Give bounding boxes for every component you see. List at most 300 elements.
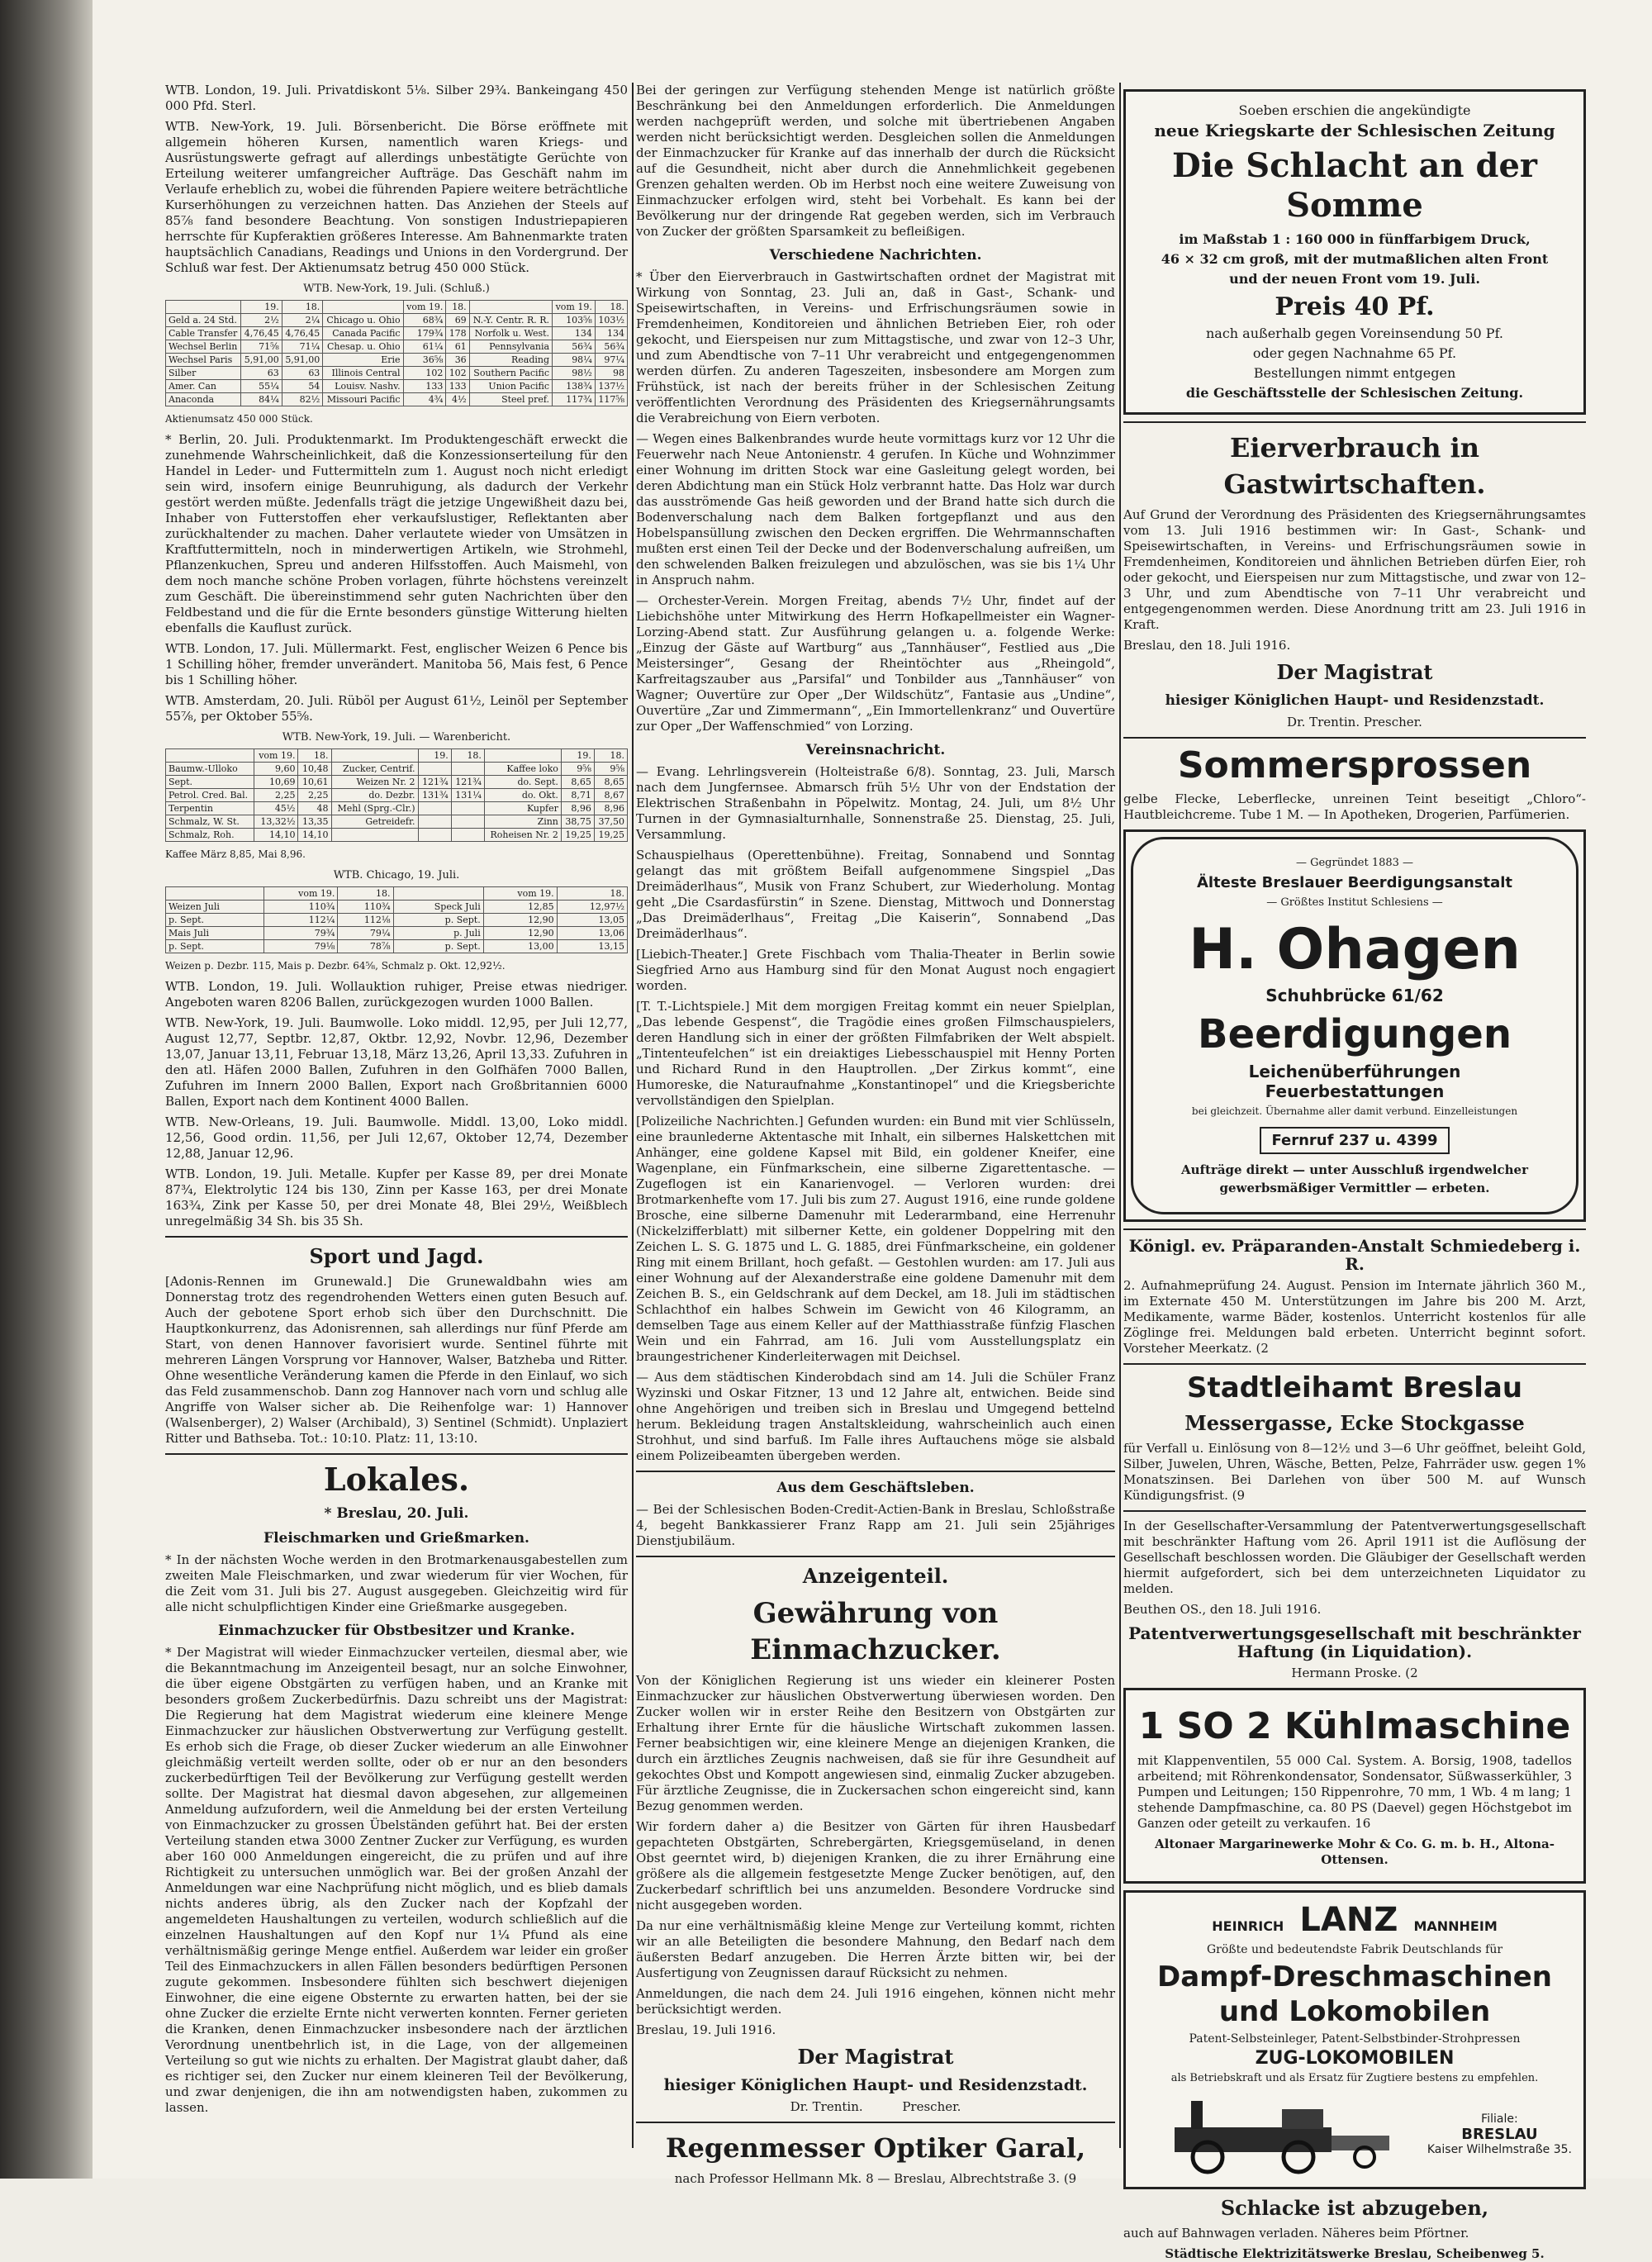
- table-cell: p. Sept.: [166, 940, 264, 953]
- table-cell: 110¾: [338, 901, 393, 914]
- table-cell: 117⅝: [595, 393, 627, 406]
- table-cell: 79¼: [338, 927, 393, 940]
- ny-baumwolle-report: WTB. New-York, 19. Juli. Baumwolle. Loko middl. 12,95, per Juli 12,77, August 12,77, Septbr. 12,87, Oktbr. 12,92, Novbr. 12,96, Dezember 13,07, Januar 13,11, Februar 13,18, März 13,26, April 13,33. Zufuhren in den atl. Häfen 2000 Ballen, Zufuhren in den Golfhäfen 7000 Ballen, Zufuhren im Innern 2000 Ballen, Export nach Großbritannien 6000 Ballen, Export nach dem Kontinent 4000 Ballen.: [165, 1015, 628, 1109]
- table-cell: Anaconda: [166, 393, 241, 406]
- table-cell: 71¼: [282, 340, 323, 354]
- column-rule: [632, 83, 634, 2148]
- table-header-cell: 18.: [595, 301, 627, 314]
- ad-line: — Größtes Institut Schlesiens —: [1266, 896, 1443, 909]
- table-cell: Wechsel Berlin: [166, 340, 241, 354]
- orchester-report: — Orchester-Verein. Morgen Freitag, abends 7½ Uhr, findet auf der Liebichshöhe unter Mitwirkung des Herrn Hofkapellmeister ein Wagner-Lorzing-Abend statt. Zur Ausführung gelangen u. a. folgende Werke: „Einzug der Gäste auf Wartburg“ aus „Tannhäuser“, Festlied aus „Die Meistersinger“, Gesang der Rheintöchter aus „Rheingold“, Karfreitagszauber aus „Parsifal“ und Tonbilder aus „Tannhäuser“ von Wagner; Ouvertüre zur Oper „Der Wildschütz“, Fantasie aus „Undine“, Ouvertüre „Zar und Zimmermann“, „Ein Immortellenkranz“ und Ouvertüre zur Oper „Der Waffenschmied“ von Lorzing.: [636, 593, 1115, 734]
- signers: Dr. Trentin. Prescher.: [790, 2099, 961, 2114]
- table-cell: Petrol. Cred. Bal.: [166, 789, 254, 802]
- ad-line: 46 × 32 cm groß, mit der mutmaßlichen alten Front: [1161, 251, 1549, 267]
- table-cell: 10,61: [298, 776, 331, 789]
- ad-line: Älteste Breslauer Beerdigungsanstalt: [1196, 874, 1513, 891]
- lokales-dateline: * Breslau, 20. Juli.: [324, 1505, 469, 1522]
- einmach-heading: Einmachzucker für Obstbesitzer und Kranke.: [217, 1623, 576, 1639]
- table-cell: [331, 829, 418, 842]
- table-footnote: Kaffee März 8,85, Mai 8,96.: [165, 848, 306, 860]
- table-header-cell: 18.: [446, 301, 469, 314]
- table-row: [166, 354, 628, 367]
- ohagen-address: Schuhbrücke 61/62: [1265, 986, 1444, 1005]
- schlacke-text: auch auf Bahnwagen verladen. Näheres beim Pförtner.: [1123, 2226, 1469, 2241]
- table-cell: Chicago u. Ohio: [323, 314, 403, 327]
- column-rule: [1119, 83, 1121, 2148]
- table-cell: 8,96: [594, 802, 627, 815]
- table-cell: Kaffee loko: [484, 763, 561, 776]
- table-cell: 13,00: [483, 940, 557, 953]
- table-row: [166, 314, 628, 327]
- lanz-zuglok: ZUG-LOKOMOBILEN: [1255, 2048, 1455, 2069]
- berlin-produkten-report: * Berlin, 20. Juli. Produktenmarkt. Im Produktengeschäft erweckt die zunehmende Wahrscheinlichkeit, daß die Konzessionserteilung für den Handel in Leder- und Futtermitteln zum 1. August noch nicht erledigt sein wird, insofern einige Beunruhigung, als dadurch der Verkehr gestört werden müßte. Jedenfalls trägt die jetzige Ungewißheit dazu bei, Inhaber von Futterstoffen eher verkaufslustiger, Reflektanten aber zurückhaltender zu machen. Daher verlautete wieder von Umsätzen in Kraftfuttermitteln, noch in minderwertigen Artikeln, wie Strohmehl, Pflanzenkuchen, Spreu und anderen Hilfsstoffen. Auch Maismehl, von dem noch manche schöne Proben vorlagen, führte höchstens vereinzelt zum Geschäft. Die übereinstimmend sehr guten Nachrichten über den Feldbestand und die für die Ernte besonders günstige Witterung hielten ebenfalls die Kauflust zurück.: [165, 432, 628, 635]
- table-cell: 56¾: [553, 340, 596, 354]
- gewaehrung-date: Breslau, 19. Juli 1916.: [636, 2022, 776, 2037]
- table-header-cell: [166, 749, 254, 763]
- patent-text: In der Gesellschafter-Versammlung der Patentverwertungsgesellschaft mit beschränkter Haftung vom 26. April 1911 ist die Auflösung der Gesellschaft beschlossen worden. Die Gläubiger der Gesellschaft werden hiermit aufgefordert, sich bei dem unterzeichneten Liquidator zu melden.: [1123, 1518, 1586, 1596]
- locomobile-illustration: [1158, 2094, 1406, 2174]
- table-cell: p. Sept.: [166, 914, 264, 927]
- sport-heading: Sport und Jagd.: [309, 1244, 484, 1268]
- table-row: [166, 829, 628, 842]
- london-report: WTB. London, 19. Juli. Privatdiskont 5⅛. Silber 29¾. Bankeingang 450 000 Pfd. Sterl.: [165, 83, 628, 113]
- ohagen-phone: Fernruf 237 u. 4399: [1260, 1127, 1449, 1154]
- table-cell: 13,15: [557, 940, 627, 953]
- table-cell: Terpentin: [166, 802, 254, 815]
- praeparanden-text: 2. Aufnahmeprüfung 24. August. Pension im Internate jährlich 360 M., im Externate 450 M. Unterstützungen im Jahre bis 200 M. Arzt, Medikamente, warme Bäder, kostenlos. Unterricht kostenlos für alle Zöglinge frei. Meldungen bald erbeten. Unterricht beginnt sofort. Vorsteher Meerkatz. (2: [1123, 1278, 1586, 1356]
- ad-line: die Geschäftsstelle der Schlesischen Zeitung.: [1185, 385, 1524, 401]
- table-cell: 98: [595, 367, 627, 380]
- table-title: WTB. New-York, 19. Juli. (Schluß.): [303, 283, 490, 295]
- table-cell: 131¾: [418, 789, 451, 802]
- table-row: [166, 367, 628, 380]
- table-cell: Norfolk u. West.: [469, 327, 552, 340]
- table-footnote: Weizen p. Dezbr. 115, Mais p. Dezbr. 64⅝, Schmalz p. Okt. 12,92½.: [165, 960, 506, 972]
- table-cell: Union Pacific: [469, 380, 552, 393]
- liebich-report: [Liebich-Theater.] Grete Fischbach vom Thalia-Theater in Berlin sowie Siegfried Arno aus Hamburg sind für den Monat August noch engagiert worden.: [636, 947, 1115, 993]
- eier-magistrat: Der Magistrat: [1276, 660, 1433, 684]
- ad-line: neue Kriegskarte der Schlesischen Zeitung: [1154, 121, 1555, 140]
- table-cell: Zucker, Centrif.: [331, 763, 418, 776]
- table-title: WTB. Chicago, 19. Juli.: [333, 869, 460, 882]
- table-cell: Louisv. Nashv.: [323, 380, 403, 393]
- praeparanden-heading: Königl. ev. Präparanden-Anstalt Schmiedeberg i. R.: [1128, 1236, 1581, 1274]
- table-cell: 131¼: [451, 789, 484, 802]
- table-cell: do. Okt.: [484, 789, 561, 802]
- table-header-cell: [469, 301, 552, 314]
- kriegskarte-ad: [1123, 89, 1586, 415]
- table-row: [166, 763, 628, 776]
- table-cell: 98½: [553, 367, 596, 380]
- table-row: [166, 940, 628, 953]
- table-row: [166, 802, 628, 815]
- table-header-cell: [323, 301, 403, 314]
- section-rule: [1123, 737, 1586, 739]
- table-cell: 19,25: [594, 829, 627, 842]
- ad-line: nach außerhalb gegen Voreinsendung 50 Pf.: [1205, 326, 1503, 341]
- regenmesser-heading: Regenmesser Optiker Garal,: [665, 2132, 1086, 2164]
- magistrat-subtitle: hiesiger Königlichen Haupt- und Residenzstadt.: [663, 2076, 1088, 2094]
- table-cell: Steel pref.: [469, 393, 552, 406]
- column-left: [165, 83, 628, 2148]
- table-cell: 2,25: [298, 789, 331, 802]
- gewaehrung-heading: Gewährung von Einmachzucker.: [750, 1597, 1001, 1666]
- table-cell: 98¼: [553, 354, 596, 367]
- table-cell: 112¼: [264, 914, 338, 927]
- ad-line: und der neuen Front vom 19. Juli.: [1229, 271, 1480, 287]
- ad-line: im Maßstab 1 : 160 000 in fünffarbigem Druck,: [1179, 231, 1531, 247]
- section-rule: [1123, 421, 1586, 423]
- lanz-headline: Dampf-Dreschmaschinen: [1157, 1960, 1552, 1994]
- table-header-row: [166, 749, 628, 763]
- table-cell: 138¾: [553, 380, 596, 393]
- table-cell: do. Sept.: [484, 776, 561, 789]
- kuehlmaschine-ad: [1123, 1688, 1586, 1884]
- table-cell: Getreidefr.: [331, 815, 418, 829]
- table-cell: Chesap. u. Ohio: [323, 340, 403, 354]
- table-cell: 97¼: [595, 354, 627, 367]
- leihamt-subheading: Messergasse, Ecke Stockgasse: [1184, 1411, 1525, 1435]
- table-cell: 102: [403, 367, 446, 380]
- table-cell: 10,48: [298, 763, 331, 776]
- table-cell: Mais Juli: [166, 927, 264, 940]
- section-rule: [636, 1556, 1115, 1557]
- table-cell: 71⅝: [241, 340, 282, 354]
- ad-line: Größte und bedeutendste Fabrik Deutschlands für: [1206, 1943, 1503, 1956]
- table-cell: 61: [446, 340, 469, 354]
- table-cell: 82½: [282, 393, 323, 406]
- table-cell: 19,25: [561, 829, 594, 842]
- table-header-cell: 18.: [298, 749, 331, 763]
- table-cell: Schmalz, Roh.: [166, 829, 254, 842]
- sommersprossen-heading: Sommersprossen: [1177, 744, 1532, 786]
- einmach-report: * Der Magistrat will wieder Einmachzucker verteilen, diesmal aber, wie die Bekanntmachung im Anzeigenteil besagt, nur an solche Einwohner, die über eigene Obstgärten zu verfügen haben, und an Kranke mit besonders großem Zuckerbedürfnis. Dazu schreibt uns der Magistrat: Die Regierung hat dem Magistrat wiederum eine kleinere Menge Einmachzucker zur häuslichen Obstverwertung zur Verfügung gestellt. Es erhob sich die Frage, ob dieser Zucker wiederum an alle Einwohner gleichmäßig verteilt werden sollte, oder ob er nur an den besonders zuckerbedürftigen Teil der Bevölkerung zur Verfügung gestellt werden sollte. Der Magistrat hat diesmal davon abgesehen, zur allgemeinen Anmeldung aufzufordern, weil die Anmeldung bei der ersten Verteilung von Einmachzucker zu grossen Übelständen geführt hat. Bei der ersten Verteilung standen etwa 3000 Zentner Zucker zur Verfügung, es wurden aber 160 000 Anmeldungen eingereicht, die zu prüfen und auf ihre Richtigkeit zu untersuchen unmöglich war. Bei der großen Anzahl der Anmeldungen war eine Nachprüfung nicht möglich, und es blieb damals nichts anderes übrig, als den Zucker nach der Kopfzahl der angemeldeten Haushaltungen zu verteilen, wodurch schließlich auf die einzelnen Haushaltungen auf den Kopf nur 1¼ Pfund als eine verhältnismäßig geringe Menge entfiel. Außerdem war leider ein großer Teil des Einmachzuckers in allen Fällen besonders bedürftigen Personen zugute gekommen. Insbesondere fühlten sich beschwert diejenigen Einwohner, die eine eigene Obsternte zu erwarten hatten, bei der sie ohne Zucker die erzielte Ernte nicht verwerten konnten. Ferner gerieten die Kranken, denen Einmachzucker insbesondere nach der ärztlichen Verordnung unentbehrlich ist, in die Lage, von der allgemeinen Verteilung so gut wie nichts zu erhalten. Der Magistrat glaubt daher, daß es richtiger sei, den Zucker nur einem kleineren Teil der Bevölkerung, und zwar denjenigen, die ihn am notwendigsten haben, zukommen zu lassen.: [165, 1645, 628, 2115]
- table-cell: Schmalz, W. St.: [166, 815, 254, 829]
- table-cell: 4¾: [403, 393, 446, 406]
- table-cell: Speck Juli: [393, 901, 483, 914]
- ad-line: oder gegen Nachnahme 65 Pf.: [1252, 345, 1457, 361]
- table-cell: 8,65: [594, 776, 627, 789]
- table-header-cell: 19.: [241, 301, 282, 314]
- table-cell: 5,91,00: [282, 354, 323, 367]
- table-header-cell: [166, 301, 241, 314]
- table-cell: do. Dezbr.: [331, 789, 418, 802]
- table-row: [166, 776, 628, 789]
- schauspiel-report: Schauspielhaus (Operettenbühne). Freitag, Sonnabend und Sonntag gelangt das mit größtem Beifall aufgenommene Singspiel „Das Dreimäderlhaus“, Musik von Franz Schubert, zur Wiederholung. Montag geht „Die Csardasfürstin“ in Szene. Dienstag, Mittwoch und Donnerstag „Das Dreimäderlhaus“, Freitag „Die Kaiserin“, Sonnabend „Das Dreimäderlhaus“.: [636, 848, 1115, 941]
- ad-line: Bestellungen nimmt entgegen: [1253, 365, 1456, 381]
- table-header-cell: 18.: [557, 887, 627, 901]
- ad-line: als Betriebskraft und als Ersatz für Zugtiere bestens zu empfehlen.: [1170, 2072, 1539, 2084]
- lanz-ad: [1123, 1890, 1586, 2189]
- leihamt-heading: Stadtleihamt Breslau: [1186, 1371, 1523, 1404]
- polizei-report: [Polizeiliche Nachrichten.] Gefunden wurden: ein Bund mit vier Schlüsseln, eine braunlederne Aktentasche mit Inhalt, ein silbernes Halskettchen mit Anhänger, eine goldene Kapsel mit Bild, ein goldener Kneifer, eine Wagenplane, ein Fünfmarkschein, eine silberne Zigarettentasche. — Zugeflogen ist ein Kanarienvogel. — Verloren wurden: drei Brotmarkenhefte vom 17. Juli bis zum 27. August 1916, eine runde goldene Brosche, eine silberne Damenuhr mit Lederarmband, eine Herrenuhr (Nickelzifferblatt) mit silberner Kette, ein goldener Doppelring mit den Zeichen L. S. G. 1875 und L. G. 1885, drei Fünfmarkscheine, ein goldener Ring mit einem Brillant, hoch gefaßt. — Gestohlen wurden: am 17. Juli aus einer Wohnung auf der Alexanderstraße eine goldene Damenuhr mit dem Zeichen B. S., ein Geldschrank auf dem Deckel, am 18. Juli im städtischen Schlachthof ein halbes Schwein im Gewicht von 46 Kilogramm, an demselben Tage aus einem Keller auf der Matthiasstraße fünfzig Flaschen Wein und ein Fahrrad, am 16. Juli vom Ausstellungsplatz ein braungestrichener Kinderleiterwagen mit Deichsel.: [636, 1114, 1115, 1364]
- table-cell: 9,60: [254, 763, 298, 776]
- lokales-heading: Lokales.: [323, 1461, 470, 1498]
- table-header-cell: [484, 749, 561, 763]
- table-header-cell: 19.: [418, 749, 451, 763]
- somme-title: Die Schlacht an der Somme: [1172, 146, 1537, 225]
- eier-report: * Über den Eierverbrauch in Gastwirtschaften ordnet der Magistrat mit Wirkung von Sonntag, 23. Juli an, daß in Gast-, Schank- und Speisewirtschaften, in Vereins- und Erfrischungsräumen sowie in Fremdenheimen, Konditoreien und ähnlichen Betrieben Eier, roh oder gekocht, und Eierspeisen nur zum Mittagstische, und zwar von 12–3 Uhr, und zum Abendtische von 7–11 Uhr verabreicht und entgegengenommen werden dürfen. Zu anderen Tageszeiten, insbesondere am Morgen zum Frühstück, ist nach der bereits früher in der Schlesischen Zeitung veröffentlichten Verordnung des Präsidenten des Kriegsernährungsamts die Verabreichung von Eiern verboten.: [636, 269, 1115, 425]
- table-cell: Mehl (Sprg.-Clr.): [331, 802, 418, 815]
- geschaeftsleben-heading: Aus dem Geschäftsleben.: [776, 1480, 975, 1496]
- table-header-row: [166, 887, 628, 901]
- schlacke-firm: Städtische Elektrizitätswerke Breslau, Scheibenweg 5.: [1165, 2246, 1545, 2261]
- table-cell: 45½: [254, 802, 298, 815]
- table-header-cell: 18.: [338, 887, 393, 901]
- gewaehrung-list: Wir fordern daher a) die Besitzer von Gärten für ihren Hausbedarf gepachteten Obstgärten, Schrebergärten, Kriegsgemüseland, in denen Obst geerntet wird, b) diejenigen Kranken, die zu ihrer Ernährung eine größere als die allgemein festgesetzte Menge Zucker benötigen, auf, den Zuckerbedarf schriftlich bei uns anzumelden. Besondere Vordrucke sind nicht ausgegeben worden.: [636, 1819, 1115, 1913]
- table-header-cell: vom 19.: [254, 749, 298, 763]
- table-cell: 14,10: [254, 829, 298, 842]
- table-header-cell: 18.: [451, 749, 484, 763]
- table-cell: 121¾: [418, 776, 451, 789]
- table-cell: [418, 829, 451, 842]
- table-header-cell: [331, 749, 418, 763]
- table-cell: [418, 802, 451, 815]
- verein-heading: Vereinsnachricht.: [805, 742, 946, 758]
- table-cell: [451, 815, 484, 829]
- table-cell: Missouri Pacific: [323, 393, 403, 406]
- table-cell: 2½: [241, 314, 282, 327]
- table-cell: 13,32½: [254, 815, 298, 829]
- table-cell: Geld a. 24 Std.: [166, 314, 241, 327]
- table-cell: 13,06: [557, 927, 627, 940]
- ad-line: Feuerbestattungen: [1265, 1081, 1445, 1101]
- eierverbrauch-date: Breslau, den 18. Juli 1916.: [1123, 638, 1291, 653]
- section-rule: [165, 1236, 628, 1238]
- table-cell: 36: [446, 354, 469, 367]
- section-rule: [165, 1453, 628, 1455]
- table-row: [166, 380, 628, 393]
- table-cell: 133: [446, 380, 469, 393]
- ad-line: — Gegründet 1883 —: [1295, 857, 1414, 869]
- lanz-filiale: Filiale:: [1481, 2112, 1518, 2126]
- table-cell: 117¾: [553, 393, 596, 406]
- section-rule: [636, 1471, 1115, 1472]
- table-row: [166, 927, 628, 940]
- table-row: [166, 901, 628, 914]
- magistrat-signature: Der Magistrat: [797, 2045, 954, 2069]
- table-cell: 12,97½: [557, 901, 627, 914]
- table-footnote: Aktienumsatz 450 000 Stück.: [165, 413, 313, 425]
- table-cell: Pennsylvania: [469, 340, 552, 354]
- table-cell: 13,35: [298, 815, 331, 829]
- section-rule: [1123, 1510, 1586, 1512]
- table-header-cell: vom 19.: [264, 887, 338, 901]
- amsterdam-report: WTB. Amsterdam, 20. Juli. Rüböl per August 61½, Leinöl per September 55⅞, per Oktober 55⅝.: [165, 693, 628, 724]
- table-header-cell: [166, 887, 264, 901]
- table-cell: 8,67: [594, 789, 627, 802]
- sport-report: [Adonis-Rennen im Grunewald.] Die Grunewaldbahn wies am Donnerstag trotz des regendrohenden Wetters einen guten Besuch auf. Auch der gebotene Sport erhob sich über den Durchschnitt. Die Hauptkonkurrenz, das Adonisrennen, sah allerdings nur fünf Pferde am Start, von denen Hannover favorisiert wurde. Sentinel führte mit mehreren Längen Vorsprung vor Hannover, Walser, Batzheba und Ritter. Ohne wesentliche Veränderung kamen die Pferde in den Einlauf, wo sich das Feld zusammenschob. Dann zog Hannover nach vorn und schlug alle Angriffe von Walser sicher ab. Die Reihenfolge war: 1) Hannover (Walsenberger), 2) Walser (Archibald), 3) Sentinel (Schmidt). Unplaziert Ritter und Bathseba. Tot.: 10:10. Platz: 11, 13:10.: [165, 1274, 628, 1446]
- table-cell: [451, 802, 484, 815]
- table-header-cell: [393, 887, 483, 901]
- table-cell: 9⅝: [561, 763, 594, 776]
- table-cell: 5,91,00: [241, 354, 282, 367]
- table-cell: 112⅛: [338, 914, 393, 927]
- ohagen-ad: [1123, 829, 1586, 1222]
- table-row: [166, 914, 628, 927]
- newyork-boerse-report: WTB. New-York, 19. Juli. Börsenbericht. Die Börse eröffnete mit allgemein höheren Kursen, namentlich waren Kriegs- und Ausrüstungswerte gefragt auf allerdings unbestätigte Gerüchte von Erteilung weiterer umfangreicher Aufträge. Das Geschäft nahm im Verlaufe erheblich zu, wobei die führenden Papiere weitere beträchtliche Kurserhöhungen zu verzeichnen hatten. Das Anziehen der Steels auf 85⅞ fand besondere Beachtung. Von sonstigen Industriepapieren herrschte für Kupferaktien größeres Interesse. Am Bahnenmarkte traten hauptsächlich Canadians, Readings und Unions in den Vordergrund. Der Schluß war fest. Der Aktienumsatz betrug 450 000 Stück.: [165, 119, 628, 275]
- table-row: [166, 815, 628, 829]
- ad-line: Aufträge direkt — unter Ausschluß irgendwelcher gewerbsmäßiger Vermittler — erbeten.: [1181, 1162, 1528, 1195]
- new-orleans-report: WTB. New-Orleans, 19. Juli. Baumwolle. Middl. 13,00, Loko middl. 12,56, Good ordin. 11,56, per Juli 12,67, Oktober 12,74, Dezember 12,88, Januar 12,96.: [165, 1114, 628, 1161]
- table-header-cell: vom 19.: [553, 301, 596, 314]
- table-cell: p. Juli: [393, 927, 483, 940]
- ohagen-frame: [1131, 837, 1578, 1214]
- table-cell: 56¾: [595, 340, 627, 354]
- fleisch-report: * In der nächsten Woche werden in den Brotmarkenausgabestellen zum zweiten Male Fleischmarken, und zwar wiederum für vier Wochen, für die Zeit vom 31. Juli bis 27. August ausgegeben. Gleichzeitig wird für alle nicht schulpflichtigen Kinder eine Grießmarke ausgegeben.: [165, 1552, 628, 1614]
- table-cell: 63: [282, 367, 323, 380]
- quote-table-waren: [165, 748, 628, 842]
- kuehlmaschine-text: mit Klappenventilen, 55 000 Cal. System. A. Borsig, 1908, tadellos arbeitend; mit Röhrenkondensator, Sondensator, Süßwasserkühler, 3 Pumpen und Leitungen; 150 Rippenrohre, 70 mm, 1 Wb. 4 m lang; 1 stehende Dampfmaschine, ca. 80 PS (Daevel) gegen Höchstgebot im Ganzen oder geteilt zu verkaufen. 16: [1137, 1753, 1572, 1831]
- table-cell: 79⅛: [264, 940, 338, 953]
- table-cell: 79¾: [264, 927, 338, 940]
- table-cell: 14,10: [298, 829, 331, 842]
- table-cell: p. Sept.: [393, 914, 483, 927]
- table-row: [166, 327, 628, 340]
- table-cell: 2¼: [282, 314, 323, 327]
- table-cell: 12,90: [483, 914, 557, 927]
- table-cell: 4,76,45: [241, 327, 282, 340]
- anzeigenteil-heading: Anzeigenteil.: [802, 1564, 949, 1588]
- sommersprossen-text: gelbe Flecke, Leberflecke, unreinen Teint beseitigt „Chloro“-Hautbleichcreme. Tube 1 M. — In Apotheken, Drogerien, Parfümerien.: [1123, 791, 1586, 822]
- karte-price: Preis 40 Pf.: [1275, 292, 1435, 321]
- kinderobdach-report: — Aus dem städtischen Kinderobdach sind am 14. Juli die Schüler Franz Wyzinski und Oskar Fitzner, 13 und 12 Jahre alt, entwichen. Beide sind ohne Angehörigen und treiben sich in Breslau und Umgegend bettelnd herum. Bekleidung tragen Anstaltskleidung, wahrscheinlich auch einen Strohhut, und sind barfuß. Im Falle ihres Auftauchens möge sie alsbald einem Polizeibeamten übergeben werden.: [636, 1370, 1115, 1463]
- table-cell: 178: [446, 327, 469, 340]
- ad-line: bei gleichzeit. Übernahme aller damit verbund. Einzelleistungen: [1191, 1105, 1518, 1117]
- table-cell: 134: [595, 327, 627, 340]
- eier-signers: Dr. Trentin. Prescher.: [1287, 715, 1422, 729]
- table-cell: 63: [241, 367, 282, 380]
- table-cell: 4½: [446, 393, 469, 406]
- section-rule: [636, 2122, 1115, 2123]
- gewaehrung-text: Von der Königlichen Regierung ist uns wieder ein kleinerer Posten Einmachzucker zur häuslichen Obstverwertung überwiesen worden. Den Zucker wollen wir in erster Reihe den Besitzern von Obstgärten zur Erhaltung ihrer Ernte für die häusliche Wirtschaft zukommen lassen. Ferner beabsichtigen wir, eine kleinere Menge an diejenigen Kranken, die durch ein ärztliches Zeugnis nachweisen, daß sie für ihre Gesundheit auf gekochtes Obst und Kompott angewiesen sind, einmalig Zucker abzugeben. Für ärztliche Zeugnisse, die in Zuckersachen schon eingereicht sind, kann Bezug genommen werden.: [636, 1673, 1115, 1813]
- lanz-city: MANNHEIM: [1413, 1918, 1498, 1934]
- table-cell: Canada Pacific: [323, 327, 403, 340]
- table-cell: Amer. Can: [166, 380, 241, 393]
- table-cell: 68¾: [403, 314, 446, 327]
- column-right: [1123, 83, 1586, 2261]
- table-title: WTB. New-York, 19. Juli. — Warenbericht.: [282, 731, 511, 744]
- table-cell: 9⅝: [594, 763, 627, 776]
- lanz-headline-2: und Lokomobilen: [1218, 1995, 1491, 2028]
- table-cell: Reading: [469, 354, 552, 367]
- table-cell: 134: [553, 327, 596, 340]
- table-cell: Illinois Central: [323, 367, 403, 380]
- table-cell: Southern Pacific: [469, 367, 552, 380]
- london-wolle-report: WTB. London, 19. Juli. Wollauktion ruhiger, Preise etwas niedriger. Angeboten waren 8206 Ballen, zurückgezogen wurden 1000 Ballen.: [165, 979, 628, 1010]
- lanz-first-name: HEINRICH: [1212, 1918, 1284, 1934]
- book-spine: [0, 0, 93, 2179]
- table-cell: [418, 815, 451, 829]
- table-header-cell: 19.: [561, 749, 594, 763]
- gewaehrung-text-3: Anmeldungen, die nach dem 24. Juli 1916 eingehen, können nicht mehr berücksichtigt werden.: [636, 1986, 1115, 2017]
- table-cell: [451, 763, 484, 776]
- table-cell: 10,69: [254, 776, 298, 789]
- table-cell: 110¾: [264, 901, 338, 914]
- table-header-cell: 18.: [282, 301, 323, 314]
- gewaehrung-text-2: Da nur eine verhältnismäßig kleine Menge zur Verteilung kommt, richten wir an alle Beteiligten die besondere Mahnung, den Bedarf nach dem äußersten Bedarf anzugeben. Die Herren Ärzte bitten wir, bei der Ausfertigung von Zeugnissen darauf Rücksicht zu nehmen.: [636, 1918, 1115, 1980]
- fleisch-heading: Fleischmarken und Grießmarken.: [263, 1530, 529, 1547]
- section-rule: [1123, 1363, 1586, 1365]
- table-cell: 78⅞: [338, 940, 393, 953]
- eier-magistrat-sub: hiesiger Königlichen Haupt- und Residenzstadt.: [1165, 692, 1545, 709]
- table-header-cell: vom 19.: [483, 887, 557, 901]
- table-header-cell: vom 19.: [403, 301, 446, 314]
- eierverbrauch-text: Auf Grund der Verordnung des Präsidenten des Kriegsernährungsamtes vom 13. Juli 1916 bestimmen wir: In Gast-, Schank- und Speisewirtschaften, in Vereins- und Erfrischungsräumen sowie in Fremdenheimen, Konditoreien und ähnlichen Betrieben dürfen Eier, roh oder gekocht, und Eierspeisen nur zum Mittagstische, und zwar von 12–3 Uhr, und zum Abendtische von 7–11 Uhr verabreicht und entgegengenommen werden. Diese Anordnung tritt am 23. Juli 1916 in Kraft.: [1123, 507, 1586, 632]
- table-cell: Weizen Nr. 2: [331, 776, 418, 789]
- section-rule: [1123, 1228, 1586, 1230]
- table-row: [166, 789, 628, 802]
- table-cell: N.-Y. Centr. R. R.: [469, 314, 552, 327]
- table-cell: Cable Transfer: [166, 327, 241, 340]
- lanz-filiale-address: Kaiser Wilhelmstraße 35.: [1427, 2142, 1572, 2156]
- table-cell: 8,71: [561, 789, 594, 802]
- einmach-continued: Bei der geringen zur Verfügung stehenden Menge ist natürlich größte Beschränkung bei den Anmeldungen erforderlich. Die Anmeldungen werden nachgeprüft werden, und solche mit übertriebenen Angaben werden nicht berücksichtigt werden. Desgleichen sollen die Anmeldungen der Einmachzucker für Kranke auf das innerhalb der durch die Rücksicht auf die Gesundheit, nicht aber durch die Annehmlichkeit gegebenen Grenzen gehalten werden. Ob im Herbst noch eine weitere Zuweisung von Einmachzucker erfolgen wird, steht bei Vorbehalt. Es kann bei der Bevölkerung nur der dringende Rat gegeben werden, sich im Verbrauch von Zucker der größten Sparsamkeit zu befleißigen.: [636, 83, 1115, 239]
- table-cell: 8,96: [561, 802, 594, 815]
- table-cell: Erie: [323, 354, 403, 367]
- london-metalle-report: WTB. London, 19. Juli. Metalle. Kupfer per Kasse 89, per drei Monate 87¾, Elektrolytic 124 bis 130, Zinn per Kasse 163, per drei Monate 163¾, Zink per Kasse 50, per drei Monate 48, Blei 29½, Weißblech unregelmäßig 34 Sh. bis 35 Sh.: [165, 1167, 628, 1228]
- table-cell: 4,76,45: [282, 327, 323, 340]
- ad-line: Leichenüberführungen: [1248, 1062, 1461, 1081]
- table-cell: 137½: [595, 380, 627, 393]
- table-cell: 102: [446, 367, 469, 380]
- table-cell: 103⅝: [553, 314, 596, 327]
- table-cell: 84¼: [241, 393, 282, 406]
- table-cell: 37,50: [594, 815, 627, 829]
- table-cell: 55¼: [241, 380, 282, 393]
- quote-table-chicago: [165, 886, 628, 953]
- verschiedene-heading: Verschiedene Nachrichten.: [769, 247, 982, 264]
- table-cell: 38,75: [561, 815, 594, 829]
- ad-line: Soeben erschien die angekündigte: [1238, 102, 1471, 118]
- verein-report: — Evang. Lehrlingsverein (Holteistraße 6/8). Sonntag, 23. Juli, Marsch nach dem Jungfernsee. Abmarsch früh 5½ Uhr von der Endstation der Elektrischen Straßenbahn in Pöpelwitz. Montag, 24. Juli, um 8½ Uhr Turnen in der Gymnasialturnhalle, Sonnenstraße 25. Dienstag, 25. Juli, Versammlung.: [636, 764, 1115, 842]
- table-cell: Roheisen Nr. 2: [484, 829, 561, 842]
- patent-date: Beuthen OS., den 18. Juli 1916.: [1123, 1602, 1322, 1617]
- quote-table-newyork: [165, 300, 628, 406]
- table-cell: Baumw.-Ulloko: [166, 763, 254, 776]
- table-cell: 179¾: [403, 327, 446, 340]
- table-cell: 36⅝: [403, 354, 446, 367]
- leihamt-text: für Verfall u. Einlösung von 8—12½ und 3—6 Uhr geöffnet, beleiht Gold, Silber, Juwelen, Uhren, Wäsche, Betten, Pelze, Fahrräder usw. gegen 1% Monatszinsen. Bei Darlehen von über 500 M. auf Wunsch Kündigungsfrist. (9: [1123, 1441, 1586, 1503]
- table-cell: 61¼: [403, 340, 446, 354]
- schlacke-heading: Schlacke ist abzugeben,: [1220, 2196, 1489, 2220]
- table-cell: 103½: [595, 314, 627, 327]
- patent-heading: Patentverwertungsgesellschaft mit beschränkter Haftung (in Liquidation).: [1128, 1623, 1581, 1661]
- table-cell: [451, 829, 484, 842]
- regenmesser-subline: nach Professor Hellmann Mk. 8 — Breslau, Albrechtstraße 3. (9: [674, 2171, 1077, 2186]
- table-header-cell: 18.: [594, 749, 627, 763]
- table-cell: [418, 763, 451, 776]
- ohagen-name: H. Ohagen: [1189, 917, 1521, 982]
- column-middle: [636, 83, 1115, 2186]
- table-cell: Zinn: [484, 815, 561, 829]
- table-cell: 121¾: [451, 776, 484, 789]
- lichtspiele-report: [T. T.-Lichtspiele.] Mit dem morgigen Freitag kommt ein neuer Spielplan, „Das lebende Gespenst“, die Tragödie eines großen Filmschauspielers, deren Handlung sich in einer der größten Filmfabriken der Welt abspielt. „Tintenteufelchen“ ist ein dreiaktiges Liebesschauspiel mit Henny Porten und Richard Rund in den Hauptrollen. „Der Zirkus kommt“, eine Humoreske, die Naturaufnahme „Konstantinopel“ und die Kriegsberichte vervollständigen den Spielplan.: [636, 999, 1115, 1108]
- table-cell: Wechsel Paris: [166, 354, 241, 367]
- brand-report: — Wegen eines Balkenbrandes wurde heute vormittags kurz vor 12 Uhr die Feuerwehr nach Neue Antonienstr. 4 gerufen. In Küche und Wohnzimmer einer Wohnung im dritten Stock war eine Gasleitung gelegt worden, bei deren Abdichtung man ein Stück Holz verbrannt hatte. Das Holz war durch das ausströmende Gas heiß geworden und der Brand hatte sich durch die Bodenverschalung nach dem Balken fortgepflanzt und aus den Hobelspansüllung zwischen den Decken ergriffen. Die Wehrmannschaften mußten erst einen Teil der Decke und der Bodenverschalung aufreißen, um den schwelenden Balken freizulegen und abzulöschen, was sie bis 1¼ Uhr in Anspruch nahm.: [636, 431, 1115, 587]
- table-row: [166, 393, 628, 406]
- table-cell: Silber: [166, 367, 241, 380]
- table-row: [166, 340, 628, 354]
- lanz-logo: LANZ: [1299, 1901, 1398, 1939]
- ad-line: Patent-Selbsteinleger, Patent-Selbstbinder-Strohpressen: [1189, 2032, 1521, 2046]
- table-cell: 48: [298, 802, 331, 815]
- table-cell: Weizen Juli: [166, 901, 264, 914]
- table-cell: 12,85: [483, 901, 557, 914]
- table-cell: 13,05: [557, 914, 627, 927]
- table-cell: 2,25: [254, 789, 298, 802]
- ohagen-beerdigungen: Beerdigungen: [1198, 1011, 1512, 1057]
